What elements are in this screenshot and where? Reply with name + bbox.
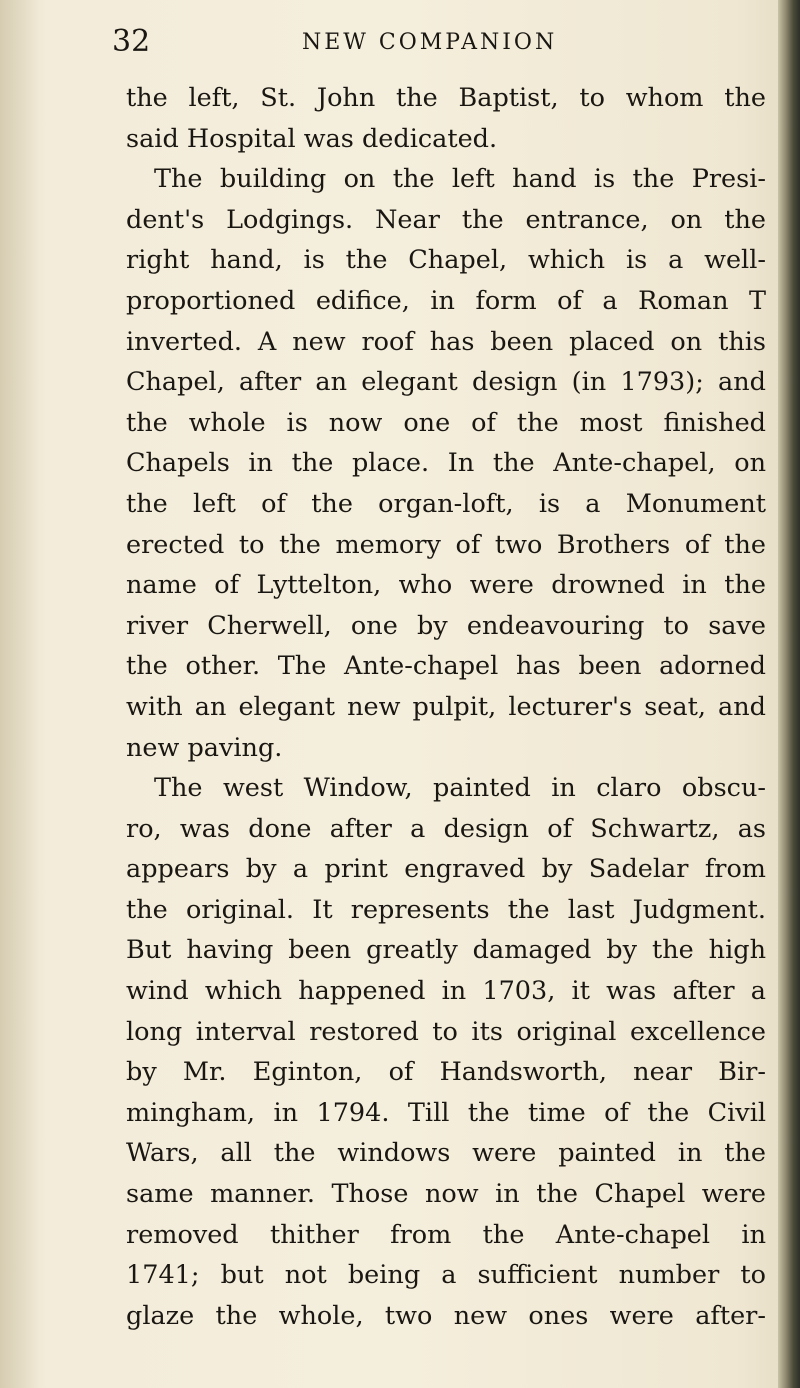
body-text: [126, 78, 766, 1336]
running-head: NEW COMPANION: [302, 30, 558, 55]
text-line: river Cherwell, one by endeavouring to save: [126, 610, 766, 641]
text-line: said Hospital was dedicated.: [126, 123, 498, 154]
text-line: erected to the memory of two Brothers of the: [126, 529, 766, 560]
text-line: new paving.: [126, 732, 283, 763]
text-line: with an elegant new pulpit, lecturer's seat, and: [126, 691, 766, 722]
text-line: appears by a print engraved by Sadelar from: [126, 854, 766, 885]
text-line: Chapels in the place. In the Ante-chapel, on: [126, 448, 766, 479]
text-line: the left of the organ-loft, is a Monument: [126, 488, 766, 519]
text-line: the left, St. John the Baptist, to whom the: [126, 83, 766, 113]
text-line: The west Window, painted in claro obscu-: [154, 773, 766, 804]
text-line: wind which happened in 1703, it was after a: [126, 976, 766, 1007]
text-line: dent's Lodgings. Near the entrance, on the: [126, 204, 766, 235]
text-line: same manner. Those now in the Chapel were: [126, 1179, 766, 1210]
text-line: by Mr. Eginton, of Handsworth, near Bir-: [126, 1057, 766, 1088]
text-line: Wars, all the windows were painted in the: [126, 1138, 766, 1169]
text-line: the original. It represents the last Judgment.: [126, 894, 766, 925]
text-line: Chapel, after an elegant design (in 1793); and: [126, 367, 766, 398]
text-line: long interval restored to its original excellence: [126, 1016, 766, 1047]
text-line: But having been greatly damaged by the high: [126, 935, 766, 966]
text-line: proportioned edifice, in form of a Roman T: [126, 285, 766, 316]
text-line: The building on the left hand is the Presi-: [154, 164, 766, 195]
text-line: the whole is now one of the most finished: [126, 407, 766, 438]
text-line: ro, was done after a design of Schwartz, as: [126, 813, 766, 844]
page-edge-shadow: [778, 0, 800, 1388]
text-line: right hand, is the Chapel, which is a well-: [126, 245, 766, 276]
text-line: glaze the whole, two new ones were after-: [126, 1300, 766, 1331]
text-line: the other. The Ante-chapel has been adorned: [126, 651, 766, 682]
text-line: mingham, in 1794. Till the time of the Civil: [126, 1097, 766, 1128]
text-line: name of Lyttelton, who were drowned in the: [126, 570, 766, 601]
page-number: 32: [112, 24, 151, 59]
text-line: inverted. A new roof has been placed on this: [126, 326, 766, 357]
text-line: removed thither from the Ante-chapel in: [126, 1219, 766, 1250]
page-gutter-shadow: [0, 0, 40, 1388]
text-line: 1741; but not being a sufficient number to: [126, 1260, 766, 1291]
